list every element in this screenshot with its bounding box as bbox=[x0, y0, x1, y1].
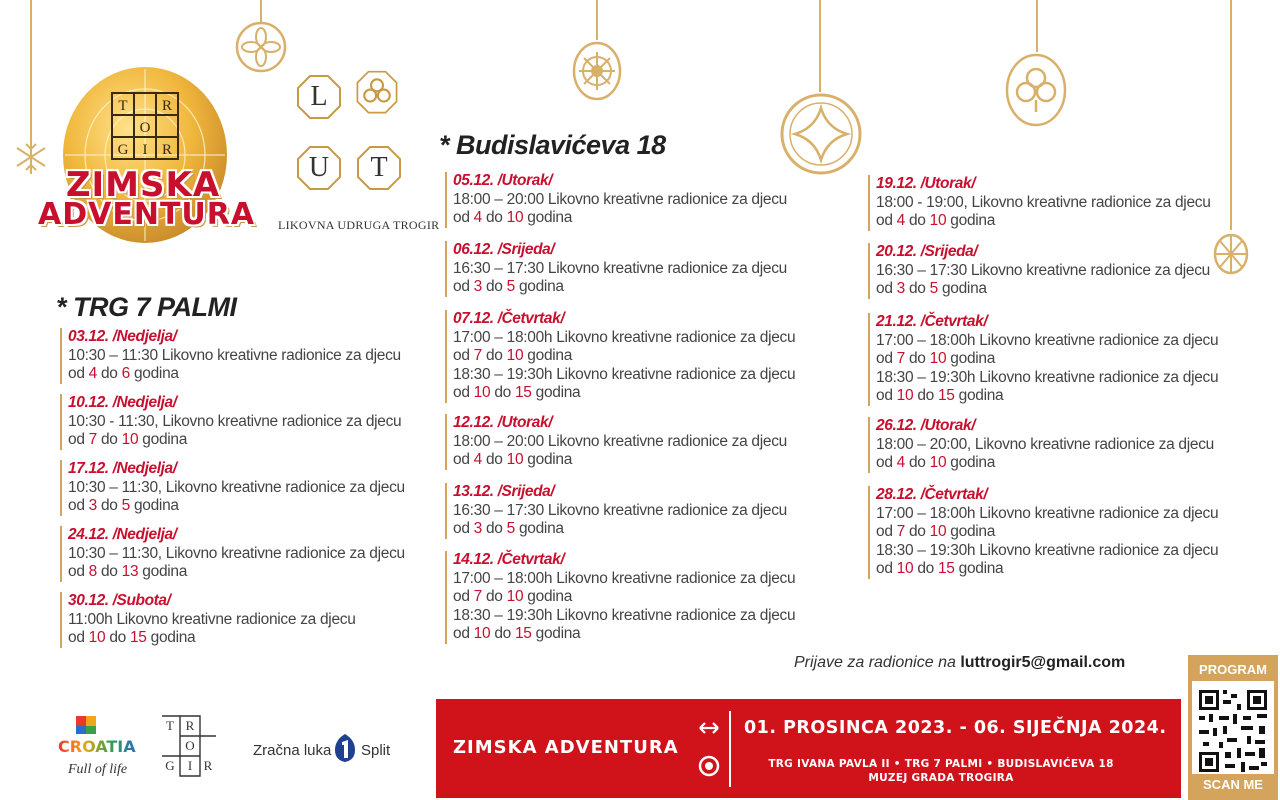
event-age-range bbox=[876, 280, 1210, 299]
age-prefix: od bbox=[68, 563, 89, 580]
age-min: 8 bbox=[88, 563, 97, 580]
age-prefix: od bbox=[68, 431, 89, 448]
event-age-range bbox=[68, 629, 356, 648]
croatia-wordmark bbox=[58, 737, 136, 756]
age-suffix: godina bbox=[946, 523, 996, 540]
age-min: 7 bbox=[473, 588, 482, 605]
event-age-range bbox=[453, 209, 787, 228]
event-description: 18:00 – 20:00 Likovno kreativne radionice za djecu bbox=[453, 432, 787, 450]
event-description: 10:30 - 11:30, Likovno kreativne radionice za djecu bbox=[68, 412, 402, 430]
svg-text:O: O bbox=[185, 738, 195, 753]
age-mid: do bbox=[913, 560, 938, 577]
lut-letter-t: T bbox=[370, 152, 388, 183]
age-prefix: od bbox=[876, 560, 897, 577]
age-max: 10 bbox=[506, 588, 524, 605]
event-date: 21.12. /Četvrtak/ bbox=[876, 313, 988, 330]
age-mid: do bbox=[481, 451, 507, 468]
heading-trg-7-palmi: * TRG 7 PALMI bbox=[56, 292, 237, 322]
banner-locations-line2: MUZEJ GRADA TROGIRA bbox=[868, 772, 1014, 784]
event-block bbox=[445, 483, 787, 539]
heading-budislaviceva-18: * Budislavićeva 18 bbox=[439, 130, 666, 160]
event-date: 05.12. /Utorak/ bbox=[453, 172, 553, 189]
wheel-ornament-icon bbox=[1212, 232, 1250, 276]
age-suffix: godina bbox=[129, 497, 179, 514]
event-age-range bbox=[68, 497, 405, 516]
event-description: 10:30 – 11:30 Likovno kreativne radionice za djecu bbox=[68, 346, 401, 364]
svg-text:I: I bbox=[142, 142, 148, 158]
age-min: 4 bbox=[896, 454, 905, 471]
event-description: 10:30 – 11:30, Likovno kreativne radionice za djecu bbox=[68, 544, 405, 562]
event-description: 18:30 – 19:30h Likovno kreativne radionice za djecu bbox=[453, 365, 796, 383]
croatia-heart-icon bbox=[76, 714, 96, 736]
age-min: 7 bbox=[88, 431, 97, 448]
event-date: 14.12. /Četvrtak/ bbox=[453, 551, 565, 568]
age-suffix: godina bbox=[523, 347, 573, 364]
age-prefix: od bbox=[453, 209, 474, 226]
svg-text:O: O bbox=[139, 120, 151, 136]
flower-ornament-icon bbox=[234, 20, 288, 74]
zimska-adventura-logo-text bbox=[38, 165, 256, 232]
event-age-range bbox=[876, 350, 1218, 369]
age-prefix: od bbox=[453, 520, 474, 537]
event-date: 07.12. /Četvrtak/ bbox=[453, 310, 565, 327]
age-mid: do bbox=[96, 431, 122, 448]
age-max: 6 bbox=[121, 365, 130, 382]
event-block bbox=[445, 172, 787, 228]
airport-logo-icon bbox=[333, 732, 357, 764]
ornament-string bbox=[819, 0, 821, 92]
event-date: 17.12. /Nedjelja/ bbox=[68, 460, 177, 477]
event-age-range bbox=[453, 384, 795, 403]
event-age-range bbox=[453, 588, 795, 607]
age-mid: do bbox=[481, 209, 507, 226]
age-suffix: godina bbox=[514, 278, 564, 295]
age-suffix: godina bbox=[523, 451, 573, 468]
event-description: 17:00 – 18:00h Likovno kreativne radionice za djecu bbox=[876, 331, 1219, 349]
svg-text:T: T bbox=[118, 98, 128, 114]
age-mid: do bbox=[490, 384, 515, 401]
age-prefix: od bbox=[68, 497, 89, 514]
banner-divider bbox=[729, 711, 731, 787]
event-description: 17:00 – 18:00h Likovno kreativne radionice za djecu bbox=[453, 569, 796, 587]
age-max: 13 bbox=[121, 563, 139, 580]
age-max: 10 bbox=[929, 523, 947, 540]
event-block bbox=[60, 460, 405, 516]
event-date: 10.12. /Nedjelja/ bbox=[68, 394, 177, 411]
age-prefix: od bbox=[876, 454, 897, 471]
event-description: 10:30 – 11:30, Likovno kreativne radionice za djecu bbox=[68, 478, 405, 496]
trogir-grid-logo bbox=[160, 710, 218, 782]
lut-letter-l: L bbox=[310, 81, 328, 112]
age-max: 10 bbox=[506, 451, 524, 468]
event-age-range bbox=[68, 365, 401, 384]
airport-name: Zračna luka bbox=[253, 742, 332, 759]
event-date: 24.12. /Nedjelja/ bbox=[68, 526, 177, 543]
age-mid: do bbox=[904, 454, 930, 471]
age-mid: do bbox=[96, 497, 122, 514]
event-age-range bbox=[453, 278, 787, 297]
event-date: 26.12. /Utorak/ bbox=[876, 417, 976, 434]
age-mid: do bbox=[904, 350, 930, 367]
event-block bbox=[60, 592, 356, 648]
croatia-word: CROATIA bbox=[58, 737, 136, 756]
age-mid: do bbox=[490, 625, 515, 642]
banner-dates: 01. PROSINCA 2023. - 06. SIJEČNJA 2024. bbox=[744, 718, 1167, 738]
age-max: 5 bbox=[121, 497, 130, 514]
svg-text:T: T bbox=[166, 718, 174, 733]
age-mid: do bbox=[481, 520, 507, 537]
svg-text:R: R bbox=[185, 718, 195, 733]
logo-line1: ZIMSKA bbox=[65, 165, 221, 205]
ornament-string bbox=[596, 0, 598, 40]
event-block bbox=[868, 243, 1210, 299]
age-mid: do bbox=[904, 523, 930, 540]
qr-label-top: PROGRAM bbox=[1192, 659, 1274, 681]
event-date: 19.12. /Utorak/ bbox=[876, 175, 976, 192]
event-age-range bbox=[453, 625, 795, 644]
age-suffix: godina bbox=[946, 350, 996, 367]
target-icon bbox=[698, 755, 720, 777]
event-date: 12.12. /Utorak/ bbox=[453, 414, 553, 431]
event-description: 18:30 – 19:30h Likovno kreativne radionice za djecu bbox=[453, 606, 796, 624]
age-min: 4 bbox=[473, 209, 482, 226]
event-description: 18:00 – 20:00 Likovno kreativne radionice za djecu bbox=[453, 190, 787, 208]
age-min: 10 bbox=[896, 560, 914, 577]
event-block bbox=[445, 310, 795, 403]
age-prefix: od bbox=[876, 387, 897, 404]
banner-title: ZIMSKA ADVENTURA bbox=[453, 737, 679, 758]
age-max: 15 bbox=[937, 387, 955, 404]
age-mid: do bbox=[481, 588, 507, 605]
event-description: 11:00h Likovno kreativne radionice za djecu bbox=[68, 610, 356, 628]
event-date: 13.12. /Srijeda/ bbox=[453, 483, 555, 500]
event-block bbox=[445, 551, 795, 644]
event-description: 18:30 – 19:30h Likovno kreativne radionice za djecu bbox=[876, 541, 1219, 559]
age-mid: do bbox=[481, 278, 507, 295]
age-mid: do bbox=[904, 280, 930, 297]
event-description: 17:00 – 18:00h Likovno kreativne radionice za djecu bbox=[876, 504, 1219, 522]
swap-arrows-icon bbox=[698, 721, 720, 735]
logo-line2: ADVENTURA bbox=[38, 197, 256, 232]
age-min: 7 bbox=[896, 350, 905, 367]
event-banner bbox=[436, 699, 1181, 798]
banner-locations bbox=[756, 757, 1126, 785]
event-age-range bbox=[876, 454, 1214, 473]
ornament-string bbox=[1036, 0, 1038, 52]
event-age-range bbox=[876, 212, 1211, 231]
event-age-range bbox=[453, 451, 787, 470]
age-prefix: od bbox=[876, 212, 897, 229]
age-mid: do bbox=[96, 563, 122, 580]
event-age-range bbox=[876, 523, 1218, 542]
age-suffix: godina bbox=[954, 387, 1004, 404]
age-suffix: godina bbox=[946, 454, 996, 471]
lut-knot-icon bbox=[354, 70, 400, 116]
signup-email-link[interactable]: luttrogir5@gmail.com bbox=[960, 654, 1126, 671]
age-max: 10 bbox=[506, 347, 524, 364]
event-date: 06.12. /Srijeda/ bbox=[453, 241, 555, 258]
airport-city: Split bbox=[361, 742, 391, 759]
svg-text:I: I bbox=[187, 758, 193, 773]
age-suffix: godina bbox=[523, 588, 573, 605]
age-prefix: od bbox=[453, 384, 474, 401]
age-min: 10 bbox=[473, 384, 491, 401]
event-description: 17:00 – 18:00h Likovno kreativne radionice za djecu bbox=[453, 328, 796, 346]
age-min: 3 bbox=[473, 520, 482, 537]
qr-label-bottom: SCAN ME bbox=[1192, 774, 1274, 796]
age-min: 10 bbox=[88, 629, 106, 646]
age-suffix: godina bbox=[946, 212, 996, 229]
croatia-tagline: Full of life bbox=[68, 762, 128, 777]
ornament-string bbox=[260, 0, 262, 22]
age-min: 3 bbox=[896, 280, 905, 297]
signup-line bbox=[794, 654, 1125, 672]
event-description: 18:00 - 19:00, Likovno kreativne radionice za djecu bbox=[876, 193, 1211, 211]
age-min: 4 bbox=[473, 451, 482, 468]
age-prefix: od bbox=[68, 365, 89, 382]
age-min: 10 bbox=[896, 387, 914, 404]
age-prefix: od bbox=[453, 347, 474, 364]
lut-letter-u: U bbox=[308, 152, 330, 183]
age-max: 10 bbox=[929, 212, 947, 229]
age-prefix: od bbox=[876, 280, 897, 297]
lut-caption: LIKOVNA UDRUGA TROGIR bbox=[278, 218, 440, 232]
event-block bbox=[60, 328, 401, 384]
age-min: 3 bbox=[473, 278, 482, 295]
svg-text:R: R bbox=[203, 758, 213, 773]
event-block bbox=[868, 417, 1214, 473]
age-max: 15 bbox=[514, 384, 532, 401]
age-max: 5 bbox=[929, 280, 938, 297]
age-suffix: godina bbox=[531, 625, 581, 642]
age-suffix: godina bbox=[954, 560, 1004, 577]
age-mid: do bbox=[913, 387, 938, 404]
age-max: 10 bbox=[929, 350, 947, 367]
age-suffix: godina bbox=[514, 520, 564, 537]
event-description: 18:00 – 20:00, Likovno kreativne radionice za djecu bbox=[876, 435, 1214, 453]
event-description: 16:30 – 17:30 Likovno kreativne radionice za djecu bbox=[453, 259, 787, 277]
event-age-range bbox=[453, 520, 787, 539]
age-prefix: od bbox=[68, 629, 89, 646]
mandala-ornament-icon bbox=[571, 40, 623, 102]
age-suffix: godina bbox=[129, 365, 179, 382]
event-age-range bbox=[68, 563, 405, 582]
age-max: 15 bbox=[129, 629, 147, 646]
event-block bbox=[60, 526, 405, 582]
age-suffix: godina bbox=[138, 563, 188, 580]
age-mid: do bbox=[105, 629, 130, 646]
event-block bbox=[868, 313, 1218, 406]
clover-ornament-icon bbox=[1004, 52, 1068, 128]
age-mid: do bbox=[904, 212, 930, 229]
svg-text:R: R bbox=[161, 142, 173, 158]
event-description: 16:30 – 17:30 Likovno kreativne radionice za djecu bbox=[453, 501, 787, 519]
age-min: 3 bbox=[88, 497, 97, 514]
age-max: 5 bbox=[506, 520, 515, 537]
age-max: 15 bbox=[514, 625, 532, 642]
event-age-range bbox=[453, 347, 795, 366]
age-suffix: godina bbox=[138, 431, 188, 448]
age-suffix: godina bbox=[523, 209, 573, 226]
event-date: 28.12. /Četvrtak/ bbox=[876, 486, 988, 503]
event-description: 16:30 – 17:30 Likovno kreativne radionice za djecu bbox=[876, 261, 1210, 279]
age-mid: do bbox=[96, 365, 122, 382]
event-age-range bbox=[876, 560, 1218, 579]
age-max: 15 bbox=[937, 560, 955, 577]
age-prefix: od bbox=[453, 451, 474, 468]
age-suffix: godina bbox=[531, 384, 581, 401]
age-max: 5 bbox=[506, 278, 515, 295]
svg-text:G: G bbox=[117, 142, 129, 158]
ornament-string bbox=[30, 0, 32, 140]
age-min: 7 bbox=[896, 523, 905, 540]
event-block bbox=[868, 175, 1211, 231]
age-max: 10 bbox=[506, 209, 524, 226]
age-prefix: od bbox=[876, 523, 897, 540]
age-mid: do bbox=[481, 347, 507, 364]
event-description: 18:30 – 19:30h Likovno kreativne radionice za djecu bbox=[876, 368, 1219, 386]
age-min: 7 bbox=[473, 347, 482, 364]
event-block bbox=[445, 241, 787, 297]
qr-code-box[interactable] bbox=[1188, 655, 1278, 800]
age-prefix: od bbox=[453, 588, 474, 605]
cross-ornament-icon bbox=[779, 92, 863, 176]
age-min: 4 bbox=[88, 365, 97, 382]
age-suffix: godina bbox=[937, 280, 987, 297]
svg-text:G: G bbox=[165, 758, 175, 773]
svg-text:R: R bbox=[161, 98, 173, 114]
ornament-string bbox=[1230, 0, 1232, 230]
age-min: 10 bbox=[473, 625, 491, 642]
age-prefix: od bbox=[453, 278, 474, 295]
age-min: 4 bbox=[896, 212, 905, 229]
age-suffix: godina bbox=[146, 629, 196, 646]
age-max: 10 bbox=[929, 454, 947, 471]
event-block bbox=[445, 414, 787, 470]
age-prefix: od bbox=[876, 350, 897, 367]
event-age-range bbox=[876, 387, 1218, 406]
event-block bbox=[868, 486, 1218, 579]
banner-locations-line1: TRG IVANA PAVLA II • TRG 7 PALMI • BUDISLAVIĆEVA 18 bbox=[768, 758, 1114, 770]
event-age-range bbox=[68, 431, 401, 450]
event-date: 20.12. /Srijeda/ bbox=[876, 243, 978, 260]
event-date: 30.12. /Subota/ bbox=[68, 592, 171, 609]
age-max: 10 bbox=[121, 431, 139, 448]
event-block bbox=[60, 394, 401, 450]
event-date: 03.12. /Nedjelja/ bbox=[68, 328, 177, 345]
qr-code-icon bbox=[1197, 686, 1269, 778]
signup-text: Prijave za radionice na bbox=[794, 654, 961, 671]
age-prefix: od bbox=[453, 625, 474, 642]
